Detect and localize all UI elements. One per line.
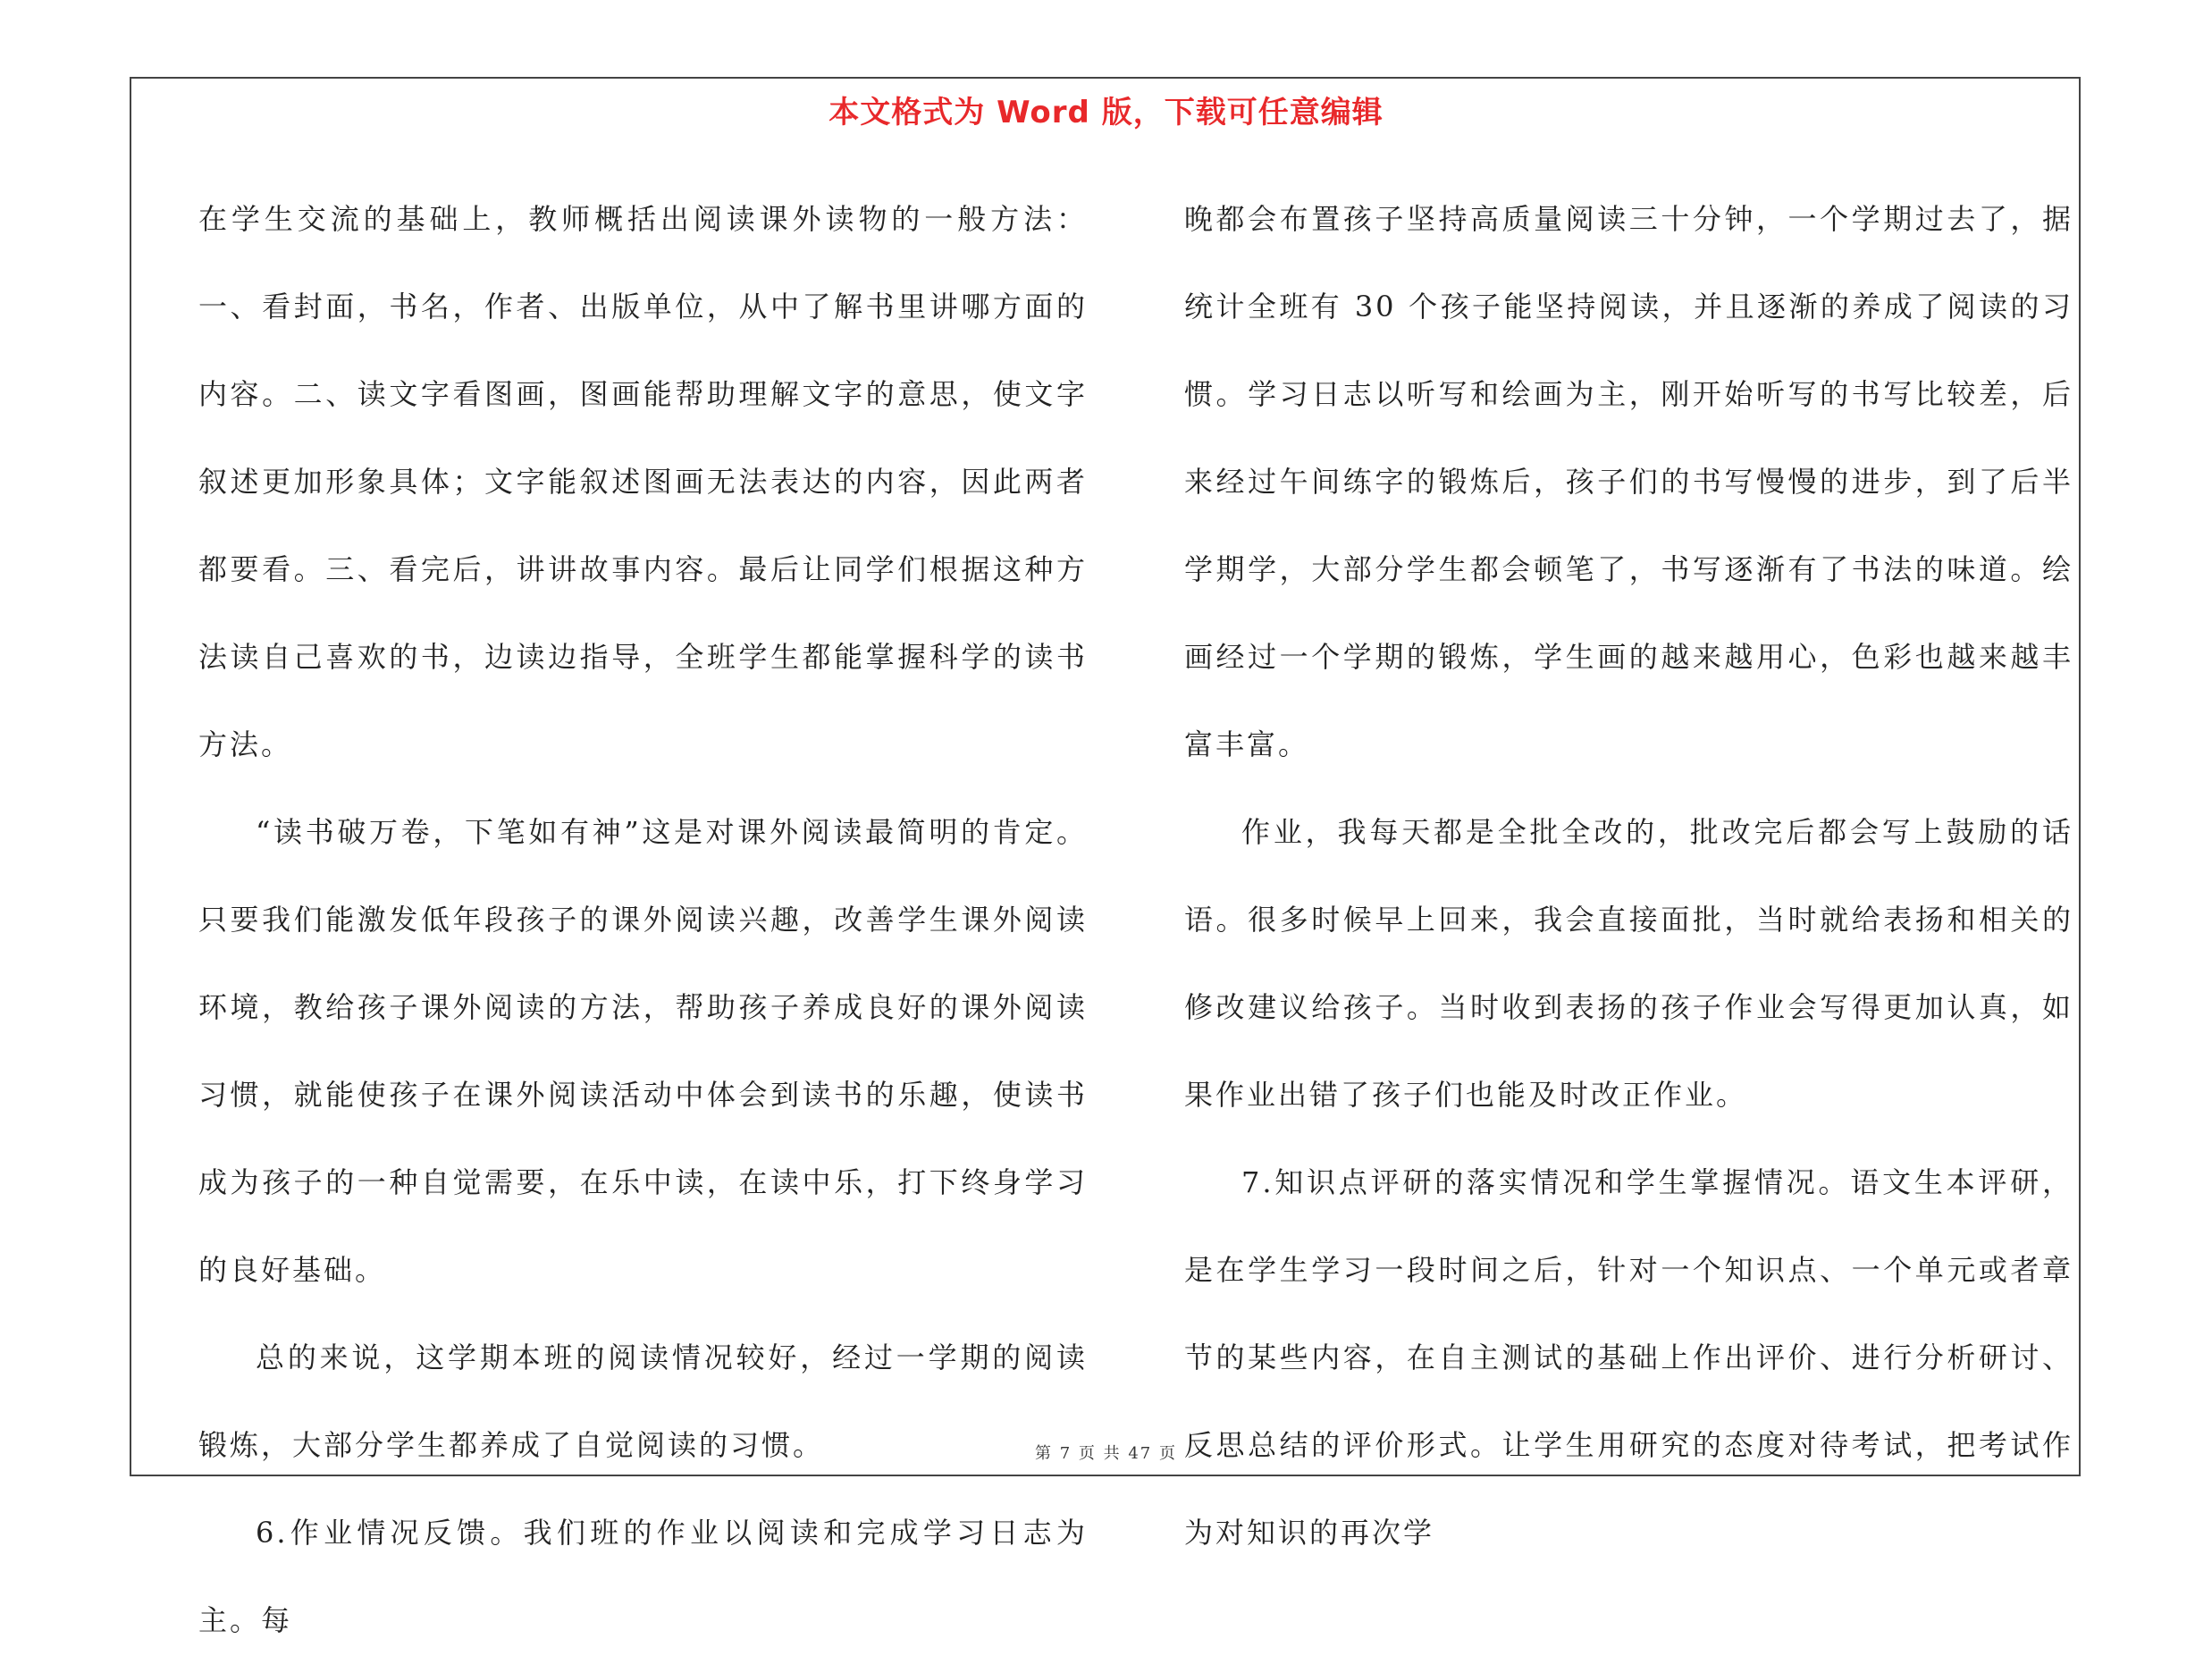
paragraph: 6.作业情况反馈。我们班的作业以阅读和完成学习日志为主。每 <box>198 1516 1088 1637</box>
paragraph: 作业，我每天都是全批全改的，批改完后都会写上鼓励的话语。很多时候早上回来，我会直接面批，当时就给表扬和相关的修改建议给孩子。当时收到表扬的孩子作业会写得更加认真，如果作业出错了孩子们也能及时改正作业。 <box>1184 815 2073 1112</box>
paragraph: 在学生交流的基础上，教师概括出阅读课外读物的一般方法：一、看封面，书名，作者、出版单位，从中了解书里讲哪方面的内容。二、读文字看图画，图画能帮助理解文字的意思，使文字叙述更加形象具体；文字能叙述图画无法表达的内容，因此两者都要看。三、看完后，讲讲故事内容。最后让同学们根据这种方法读自己喜欢的书，边读边指导，全班学生都能掌握科学的读书方法。 <box>198 202 1088 761</box>
right-column <box>1184 175 2073 1576</box>
paragraph: 总的来说，这学期本班的阅读情况较好，经过一学期的阅读锻炼，大部分学生都养成了自觉阅读的习惯。 <box>198 1340 1088 1462</box>
format-banner: 本文格式为 Word 版，下载可任意编辑 <box>828 95 1384 130</box>
paragraph: “读书破万卷，下笔如有神”这是对课外阅读最简明的肯定。只要我们能激发低年段孩子的课外阅读兴趣，改善学生课外阅读环境，教给孩子课外阅读的方法，帮助孩子养成良好的课外阅读习惯，就能使孩子在课外阅读活动中体会到读书的乐趣，使读书成为孩子的一种自觉需要，在乐中读，在读中乐，打下终身学习的良好基础。 <box>198 815 1088 1287</box>
page-number: 第 7 页 共 47 页 <box>1035 1444 1177 1463</box>
paragraph: 晚都会布置孩子坚持高质量阅读三十分钟，一个学期过去了，据统计全班有 30 个孩子能坚持阅读，并且逐渐的养成了阅读的习惯。学习日志以听写和绘画为主，刚开始听写的书写比较差，后来经过午间练字的锻炼后，孩子们的书写慢慢的进步，到了后半学期学，大部分学生都会顿笔了，书写逐渐有了书法的味道。绘画经过一个学期的锻炼，学生画的越来越用心，色彩也越来越丰富丰富。 <box>1184 202 2073 761</box>
paragraph: 7.知识点评研的落实情况和学生掌握情况。语文生本评研，是在学生学习一段时间之后，针对一个知识点、一个单元或者章节的某些内容，在自主测试的基础上作出评价、进行分析研讨、反思总结的评价形式。让学生用研究的态度对待考试，把考试作为对知识的再次学 <box>1184 1165 2073 1550</box>
